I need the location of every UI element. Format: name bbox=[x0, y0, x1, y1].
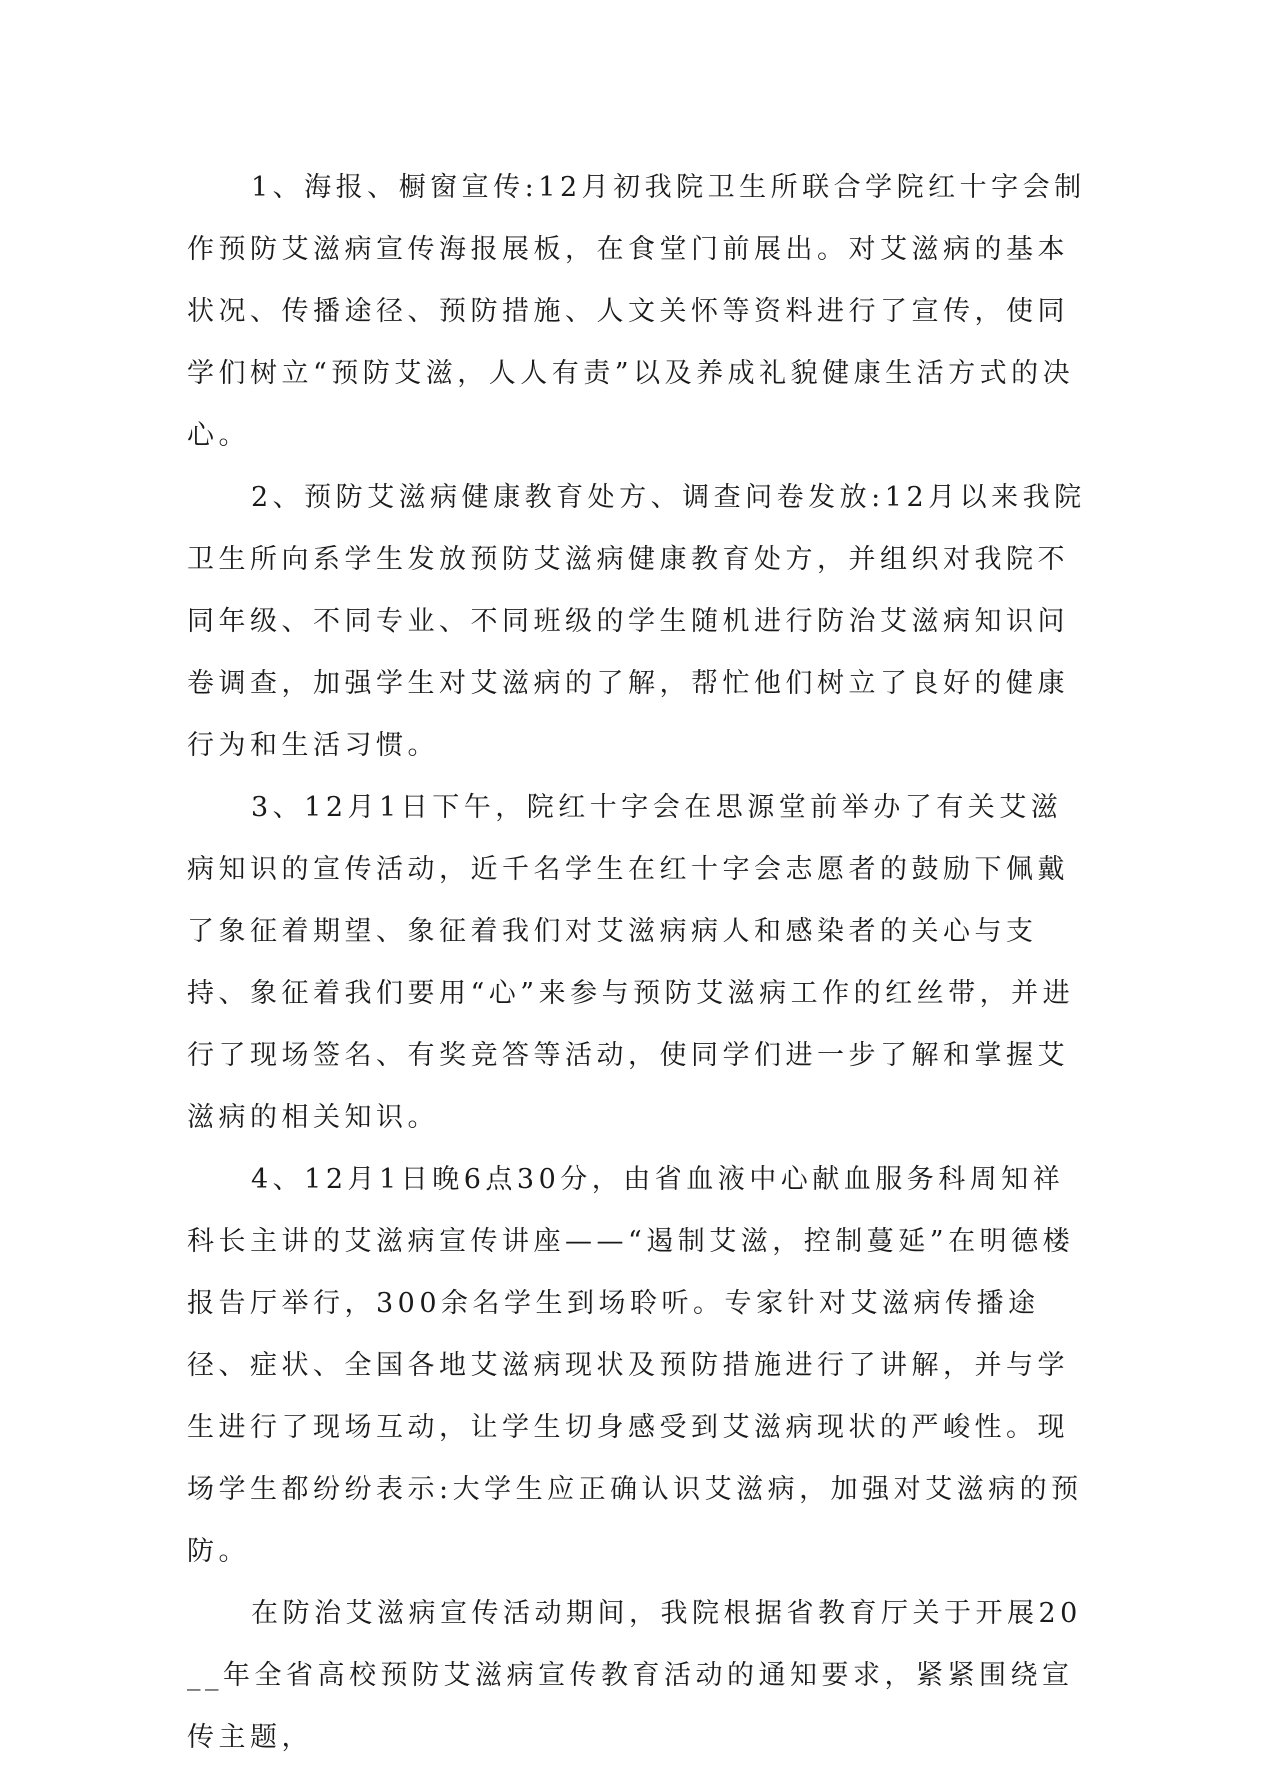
paragraph-health-education-survey: 2、预防艾滋病健康教育处方、调查问卷发放:12月以来我院卫生所向系学生发放预防艾滋病健康教育处方，并组织对我院不同年级、不同专业、不同班级的学生随机进行防治艾滋病知识问卷调查，加强学生对艾滋病的了解，帮忙他们树立了良好的健康行为和生活习惯。 bbox=[187, 482, 1086, 761]
paragraph-poster-publicity: 1、海报、橱窗宣传:12月初我院卫生所联合学院红十字会制作预防艾滋病宣传海报展板，在食堂门前展出。对艾滋病的基本状况、传播途径、预防措施、人文关怀等资料进行了宣传，使同学们树立“预防艾滋，人人有责”以及养成礼貌健康生活方式的决心。 bbox=[187, 172, 1086, 451]
paragraph-lecture: 4、12月1日晚6点30分，由省血液中心献血服务科周知祥科长主讲的艾滋病宣传讲座——“遏制艾滋，控制蔓延”在明德楼报告厅举行，300余名学生到场聆听。专家针对艾滋病传播途径、症状、全国各地艾滋病现状及预防措施进行了讲解，并与学生进行了现场互动，让学生切身感受到艾滋病现状的严峻性。现场学生都纷纷表示:大学生应正确认识艾滋病，加强对艾滋病的预防。 bbox=[187, 1164, 1083, 1567]
paragraph-campaign-period: 在防治艾滋病宣传活动期间，我院根据省教育厅关于开展20__年全省高校预防艾滋病宣传教育活动的通知要求，紧紧围绕宣传主题， bbox=[187, 1598, 1082, 1753]
paragraph-red-ribbon-event: 3、12月1日下午，院红十字会在思源堂前举办了有关艾滋病知识的宣传活动，近千名学生在红十字会志愿者的鼓励下佩戴了象征着期望、象征着我们对艾滋病病人和感染者的关心与支持、象征着我们要用“心”来参与预防艾滋病工作的红丝带，并进行了现场签名、有奖竞答等活动，使同学们进一步了解和掌握艾滋病的相关知识。 bbox=[187, 792, 1075, 1133]
document-body bbox=[187, 157, 1092, 1769]
